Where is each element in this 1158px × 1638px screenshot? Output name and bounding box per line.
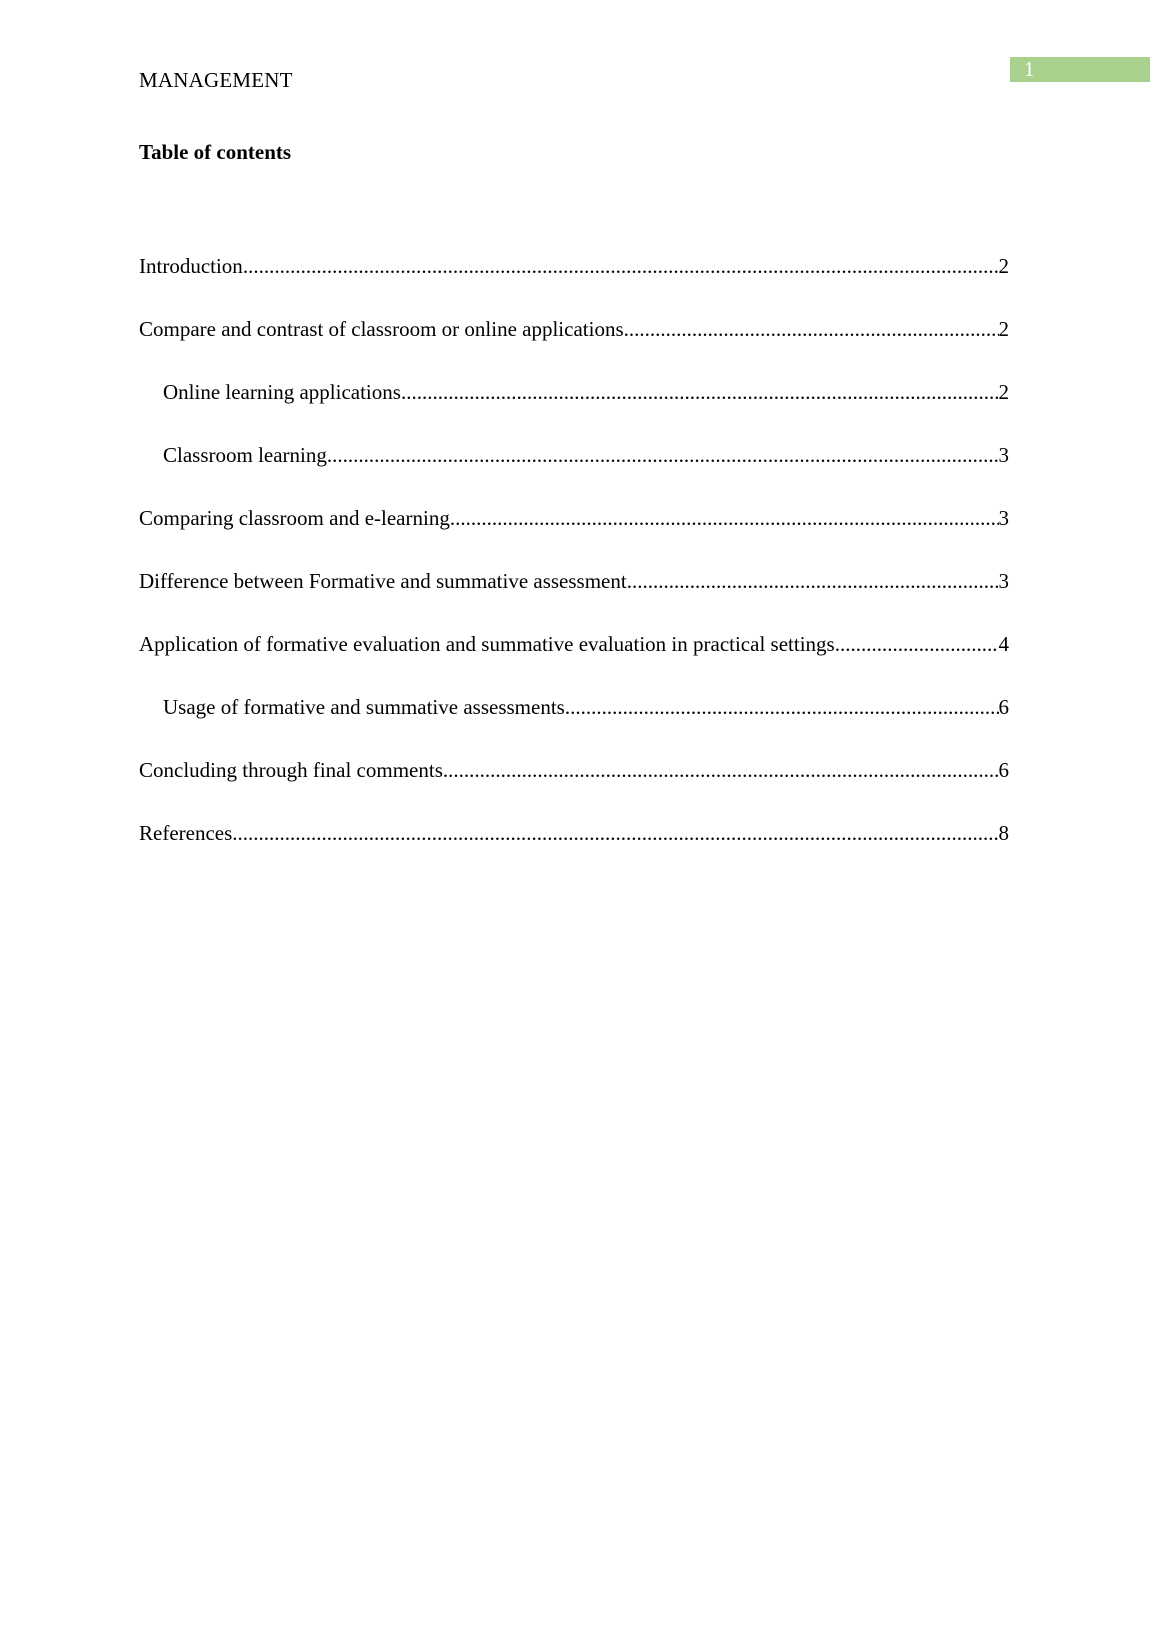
toc-entry-page: 2 — [998, 254, 1009, 278]
toc-dot-leader — [565, 694, 999, 720]
toc-entry-title: Concluding through final comments — [139, 758, 443, 782]
toc-entry-compare-contrast[interactable] — [139, 316, 1009, 379]
toc-entry-concluding[interactable] — [139, 757, 1009, 820]
toc-dot-leader — [232, 820, 998, 846]
toc-dot-leader — [327, 442, 999, 468]
running-head: MANAGEMENT — [139, 68, 293, 92]
toc-dot-leader — [624, 316, 999, 342]
toc-entry-online-learning[interactable] — [139, 379, 1009, 442]
toc-dot-leader — [450, 505, 999, 531]
toc-dot-leader — [835, 631, 999, 657]
toc-entry-title: Compare and contrast of classroom or online applications — [139, 317, 624, 341]
toc-entry-title: Classroom learning — [163, 443, 327, 467]
toc-entry-application[interactable] — [139, 631, 1009, 694]
toc-entry-difference[interactable] — [139, 568, 1009, 631]
toc-entry-introduction[interactable] — [139, 253, 1009, 316]
toc-entry-page: 4 — [998, 632, 1009, 656]
toc-dot-leader — [443, 757, 999, 783]
page-number-badge: 1 — [1010, 57, 1150, 82]
table-of-contents — [139, 253, 1009, 883]
toc-entry-title: References — [139, 821, 233, 845]
toc-entry-page: 2 — [998, 317, 1009, 341]
toc-entry-title: Application of formative evaluation and summative evaluation in practical settings — [139, 632, 835, 656]
toc-entry-page: 3 — [998, 569, 1009, 593]
toc-entry-title: Usage of formative and summative assessments — [163, 695, 565, 719]
toc-entry-page: 6 — [998, 695, 1009, 719]
toc-dot-leader — [243, 253, 999, 279]
toc-entry-usage[interactable] — [139, 694, 1009, 757]
toc-entry-title: Comparing classroom and e-learning — [139, 506, 450, 530]
toc-entry-references[interactable] — [139, 820, 1009, 883]
toc-entry-page: 3 — [998, 506, 1009, 530]
toc-entry-page: 6 — [998, 758, 1009, 782]
toc-dot-leader — [627, 568, 999, 594]
toc-heading: Table of contents — [139, 140, 292, 164]
toc-entry-title: Difference between Formative and summative assessment — [139, 569, 627, 593]
toc-entry-comparing[interactable] — [139, 505, 1009, 568]
toc-dot-leader — [401, 379, 999, 405]
toc-entry-title: Online learning applications — [163, 380, 401, 404]
toc-entry-page: 3 — [998, 443, 1009, 467]
toc-entry-page: 8 — [998, 821, 1009, 845]
toc-entry-page: 2 — [998, 380, 1009, 404]
toc-entry-classroom-learning[interactable] — [139, 442, 1009, 505]
toc-entry-title: Introduction — [139, 254, 243, 278]
